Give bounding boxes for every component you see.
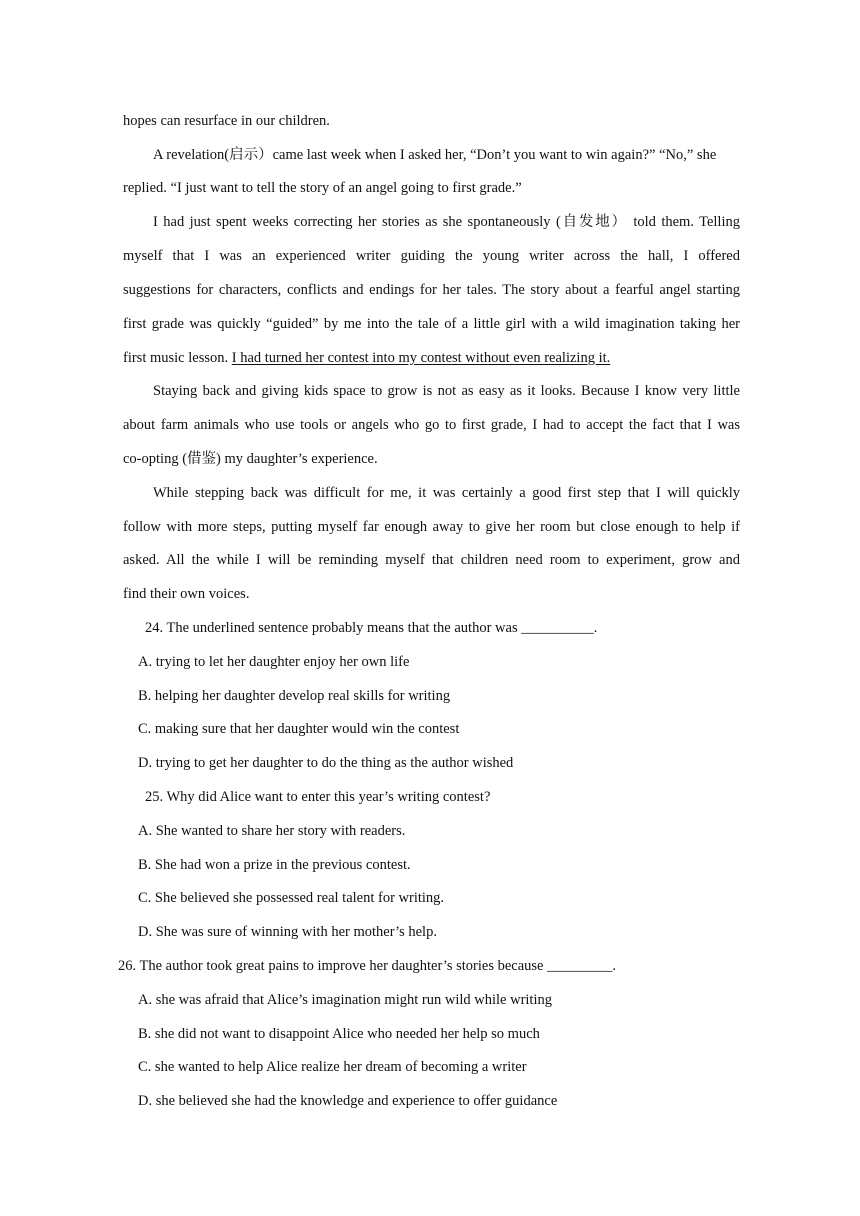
passage-line: first grade was quickly “guided” by me into the tale of a little girl with a wild imagination taking her [123, 316, 740, 332]
passage-line: myself that I was an experienced writer guiding the young writer across the hall, I offered [123, 248, 740, 264]
question-26-option-b: B. she did not want to disappoint Alice who needed her help so much [138, 1026, 540, 1042]
passage-line: replied. “I just want to tell the story of an angel going to first grade.” [123, 180, 522, 196]
question-26-option-c: C. she wanted to help Alice realize her dream of becoming a writer [138, 1059, 527, 1075]
passage-line: asked. All the while I will be reminding myself that children need room to experiment, grow and [123, 552, 740, 568]
passage-line: A revelation(启示）came last week when I asked her, “Don’t you want to win again?” “No,” she [153, 147, 717, 163]
passage-line [123, 341, 740, 375]
passage-line: hopes can resurface in our children. [123, 113, 330, 129]
passage-line: While stepping back was difficult for me, it was certainly a good first step that I will quickly [153, 485, 740, 501]
question-25-option-b: B. She had won a prize in the previous contest. [138, 857, 411, 873]
question-24-stem: 24. The underlined sentence probably means that the author was __________. [145, 620, 598, 636]
question-25-stem: 25. Why did Alice want to enter this year’s writing contest? [145, 789, 491, 805]
question-25-option-c: C. She believed she possessed real talent for writing. [138, 890, 445, 906]
passage-line: co-opting (借鉴) my daughter’s experience. [123, 451, 378, 467]
passage-line: find their own voices. [123, 586, 250, 602]
passage-line: I had just spent weeks correcting her stories as she spontaneously (自发地） told them. Telling [153, 214, 740, 230]
passage-text: first music lesson. [123, 350, 232, 366]
question-24-option-c: C. making sure that her daughter would win the contest [138, 721, 460, 737]
question-26-stem: 26. The author took great pains to improve her daughter’s stories because _________. [118, 958, 616, 974]
question-25-option-d: D. She was sure of winning with her mother’s help. [138, 924, 437, 940]
question-26-option-d: D. she believed she had the knowledge and experience to offer guidance [138, 1093, 558, 1109]
underlined-sentence: I had turned her contest into my contest without even realizing it. [231, 350, 611, 366]
question-26-option-a: A. she was afraid that Alice’s imagination might run wild while writing [138, 992, 552, 1008]
passage-line: suggestions for characters, conflicts and endings for her tales. The story about a fearful angel starting [123, 282, 740, 298]
question-24-option-b: B. helping her daughter develop real skills for writing [138, 688, 451, 704]
question-24-option-a: A. trying to let her daughter enjoy her own life [138, 654, 410, 670]
passage-line: about farm animals who use tools or angels who go to first grade, I had to accept the fact that I was [123, 417, 740, 433]
question-25-option-a: A. She wanted to share her story with readers. [138, 823, 406, 839]
question-24-option-d: D. trying to get her daughter to do the thing as the author wished [138, 755, 514, 771]
passage-line: Staying back and giving kids space to grow is not as easy as it looks. Because I know very little [153, 383, 740, 399]
passage-line: follow with more steps, putting myself far enough away to give her room but close enough to help if [123, 519, 740, 535]
